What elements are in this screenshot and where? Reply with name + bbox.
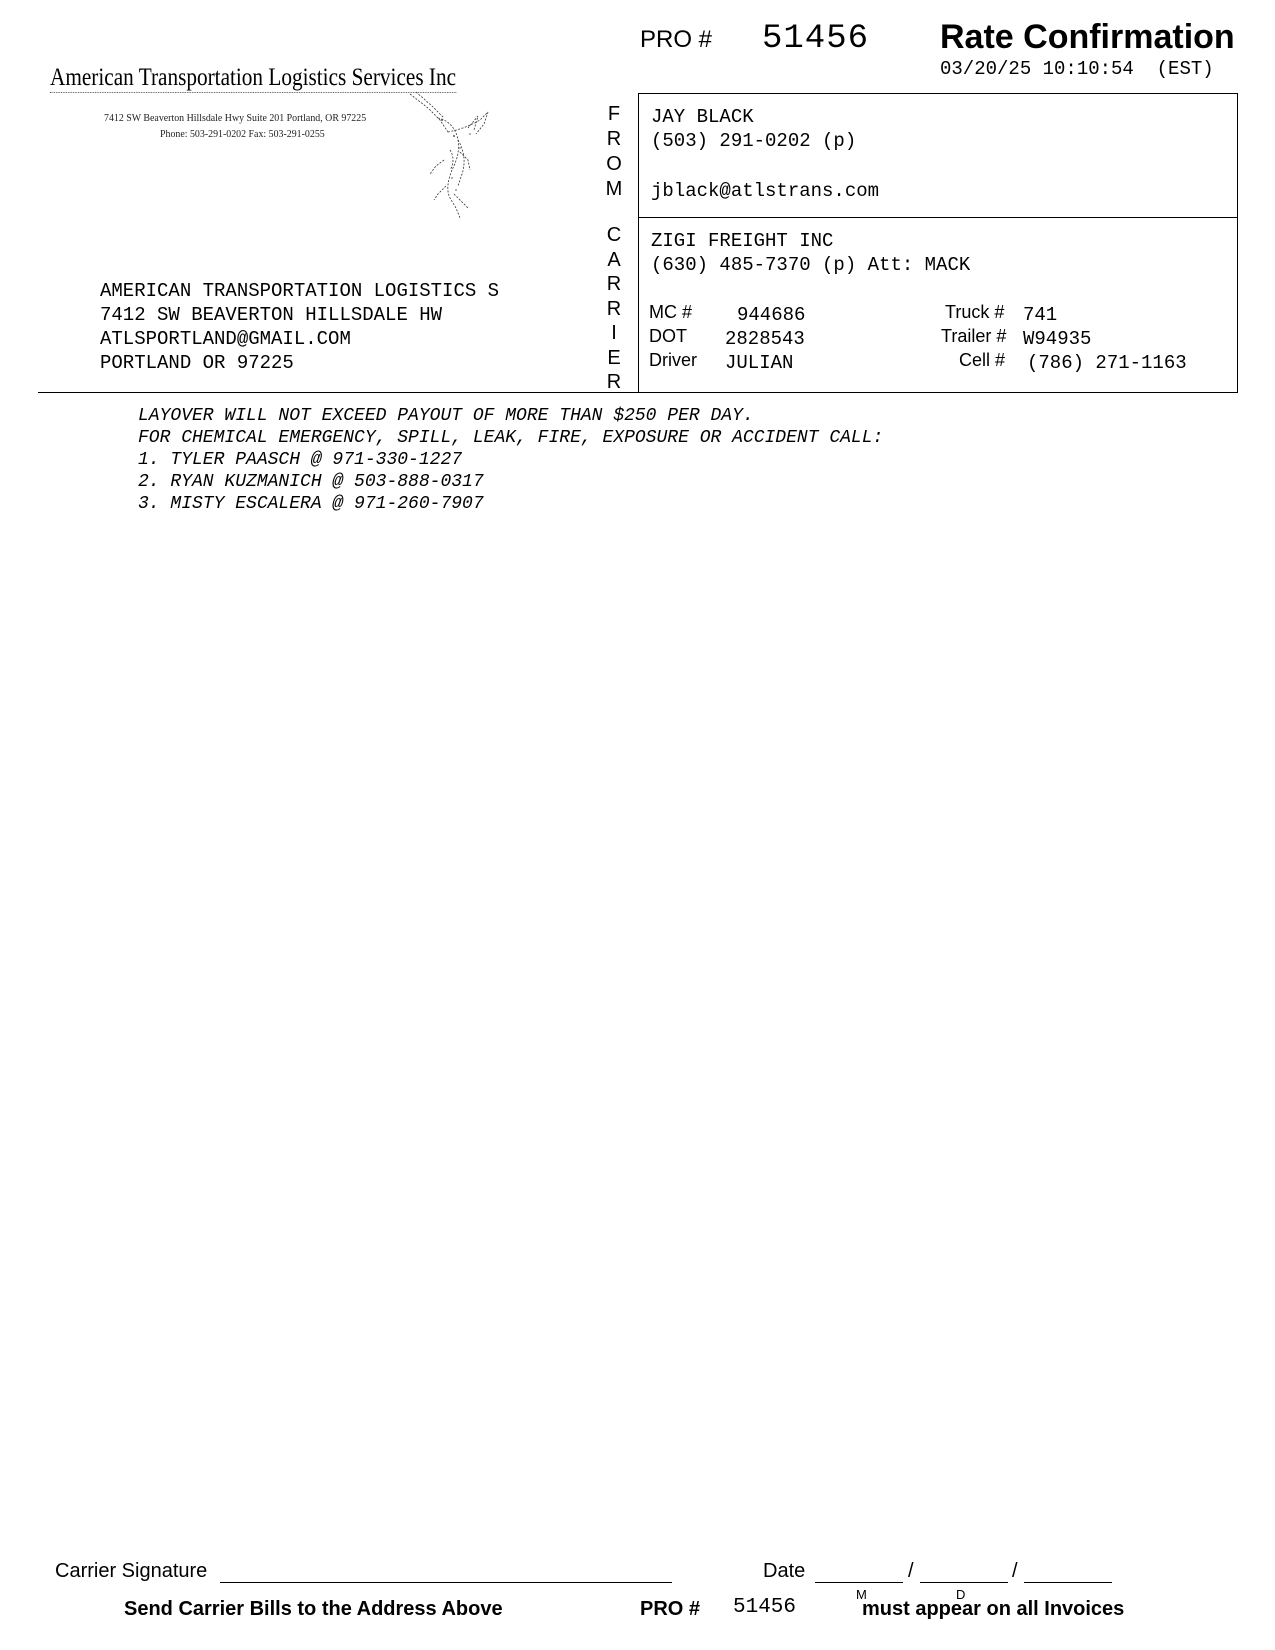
cell-label: Cell #: [959, 350, 1006, 370]
from-letter: F: [607, 103, 621, 125]
page-title: Rate Confirmation: [940, 18, 1235, 56]
broker-email: ATLSPORTLAND@GMAIL.COM: [100, 328, 351, 350]
truck-label: Truck #: [945, 302, 1005, 322]
carrier-name: ZIGI FREIGHT INC: [651, 230, 834, 252]
carrier-phone-att: (630) 485-7370 (p) Att: MACK: [651, 254, 971, 276]
date-label: Date: [763, 1560, 806, 1582]
carrier-letter: E: [607, 346, 621, 369]
from-letter: R: [606, 128, 622, 150]
carrier-vertical-label: [602, 223, 626, 395]
carrier-letter: R: [606, 297, 622, 320]
date-separator: /: [1012, 1560, 1018, 1582]
company-address: 7412 SW Beaverton Hillsdale Hwy Suite 201 Portland, OR 97225: [104, 112, 367, 124]
mc-value: 944686: [737, 304, 806, 326]
day-hint: D: [956, 1587, 966, 1602]
carrier-letter: R: [606, 371, 622, 393]
month-hint: M: [856, 1587, 867, 1602]
driver-value: JULIAN: [725, 352, 794, 374]
trailer-label: Trailer #: [941, 326, 1007, 346]
broker-name: AMERICAN TRANSPORTATION LOGISTICS S: [100, 280, 500, 302]
carrier-letter: C: [606, 224, 622, 246]
broker-street: 7412 SW BEAVERTON HILLSDALE HW: [100, 304, 443, 326]
carrier-letter: R: [606, 273, 622, 295]
company-name: American Transportation Logistics Services Inc: [50, 64, 457, 91]
signature-field[interactable]: [220, 1582, 672, 1583]
date-separator: /: [908, 1560, 914, 1582]
header-divider: [38, 392, 1238, 393]
mc-label: MC #: [649, 302, 693, 322]
date-day-field[interactable]: [920, 1582, 1008, 1583]
carrier-box: [638, 218, 1238, 393]
note-contact-2: 2. RYAN KUZMANICH @ 503-888-0317: [138, 472, 484, 492]
must-appear-note: must appear on all Invoices: [862, 1598, 1125, 1620]
footer-pro-label: PRO #: [640, 1598, 701, 1620]
note-layover: LAYOVER WILL NOT EXCEED PAYOUT OF MORE THAN $250 PER DAY.: [138, 406, 754, 426]
broker-city: PORTLAND OR 97225: [100, 352, 294, 374]
from-letter: O: [606, 153, 622, 175]
carrier-letter: A: [607, 248, 621, 271]
from-letter: M: [605, 178, 623, 200]
from-box: [638, 93, 1238, 218]
note-emergency: FOR CHEMICAL EMERGENCY, SPILL, LEAK, FIRE, EXPOSURE OR ACCIDENT CALL:: [138, 428, 884, 448]
from-vertical-label: [602, 102, 626, 202]
date-year-field[interactable]: [1024, 1582, 1112, 1583]
document-datetime: 03/20/25 10:10:54 (EST): [940, 58, 1214, 80]
pro-number: 51456: [762, 20, 870, 58]
footer-pro-number: 51456: [733, 1596, 797, 1619]
from-name: JAY BLACK: [651, 106, 754, 128]
carrier-letter: I: [611, 322, 617, 344]
truck-value: 741: [1023, 304, 1058, 326]
dot-value: 2828543: [725, 328, 805, 350]
date-month-field[interactable]: [815, 1582, 903, 1583]
dot-label: DOT: [649, 326, 687, 346]
note-contact-1: 1. TYLER PAASCH @ 971-330-1227: [138, 450, 463, 470]
cell-value: (786) 271-1163: [1027, 352, 1187, 374]
signature-label: Carrier Signature: [55, 1560, 208, 1582]
trailer-value: W94935: [1023, 328, 1092, 350]
pro-label: PRO #: [640, 26, 713, 53]
from-email[interactable]: jblack@atlstrans.com: [651, 180, 880, 202]
company-phone: Phone: 503-291-0202 Fax: 503-291-0255: [160, 128, 325, 140]
send-bills-note: Send Carrier Bills to the Address Above: [124, 1598, 503, 1620]
from-phone: (503) 291-0202 (p): [651, 130, 857, 152]
note-contact-3: 3. MISTY ESCALERA @ 971-260-7907: [138, 494, 484, 514]
eagle-icon: [408, 90, 508, 220]
driver-label: Driver: [649, 350, 697, 370]
